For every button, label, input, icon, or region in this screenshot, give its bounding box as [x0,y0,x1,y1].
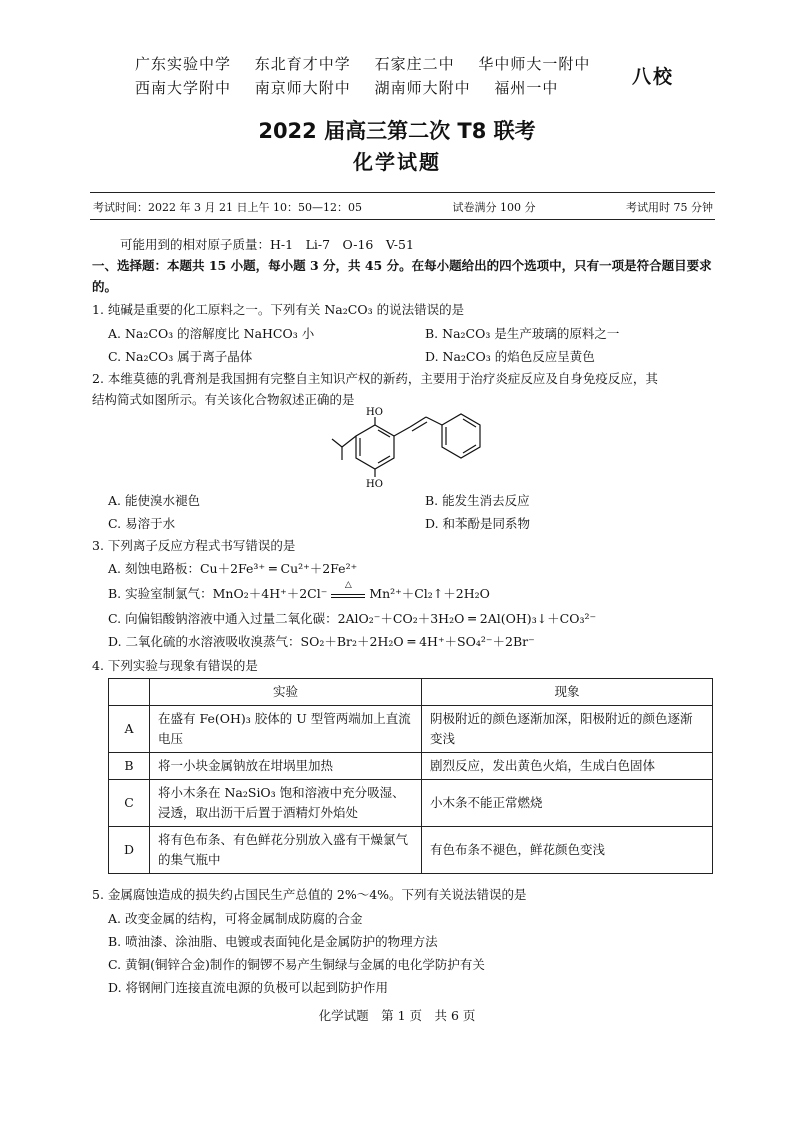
school-name: 石家庄二中 [374,55,455,73]
exam-info-line [93,199,713,215]
exam-full-score: 试卷满分 100 分 [452,201,536,214]
exam-time: 考试时间：2022 年 3 月 21 日上午 10：50—12：05 [93,201,362,214]
q2-option-a: A. 能使溴水褪色 [108,493,200,508]
school-name: 广东实验中学 [135,55,232,73]
row-experiment: 将一小块金属钠放在坩埚里加热 [150,753,422,780]
question-2-stem-line2: 结构简式如图所示。有关该化合物叙述正确的是 [92,392,355,407]
q1-option-c: C. Na₂CO₃ 属于离子晶体 [108,349,253,364]
benvitimod-structure [330,405,500,490]
table-header-experiment: 实验 [150,679,422,706]
school-row-1 [135,52,608,76]
q5-option-c: C. 黄铜(铜锌合金)制作的铜锣不易产生铜绿与金属的电化学防护有关 [108,957,485,972]
table-header-blank [109,679,150,706]
q3-option-c: C. 向偏铝酸钠溶液中通入过量二氧化碳：2AlO₂⁻＋CO₂＋3H₂O ═ 2Al(OH)₃↓＋CO₃²⁻ [108,611,597,626]
subject-title: 化学试题 [353,150,441,174]
question-4-stem: 4. 下列实验与现象有错误的是 [92,658,258,673]
school-name: 华中师大一附中 [478,55,591,73]
row-label: D [109,827,150,874]
hydroxyl-label: HO [366,479,383,490]
q5-option-b: B. 喷油漆、涂油脂、电镀或表面钝化是金属防护的物理方法 [108,934,438,949]
q3-option-d: D. 二氧化硫的水溶液吸收溴蒸气：SO₂＋Br₂＋2H₂O ═ 4H⁺＋SO₄²⁻＋2Br⁻ [108,634,535,649]
question-1-stem: 1. 纯碱是重要的化工原料之一。下列有关 Na₂CO₃ 的说法错误的是 [92,302,465,317]
school-row-2 [135,76,608,100]
heat-condition: △ [344,579,352,590]
row-label: A [109,706,150,753]
q2-option-b: B. 能发生消去反应 [425,493,530,508]
question-3-stem: 3. 下列离子反应方程式书写错误的是 [92,538,296,553]
q3-option-b [108,579,490,602]
school-name: 福州一中 [494,79,559,97]
experiment-table [108,678,713,874]
divider-top [90,192,715,193]
heating-arrow [331,579,365,598]
school-list [135,52,608,100]
row-phenomenon: 剧烈反应，发出黄色火焰，生成白色固体 [422,753,713,780]
q2-option-d: D. 和苯酚是同系物 [425,516,531,531]
q3-b-reactants: B. 实验室制氯气：MnO₂＋4H⁺＋2Cl⁻ [108,586,328,601]
q3-option-a: A. 刻蚀电路板：Cu＋2Fe³⁺ ═ Cu²⁺＋2Fe²⁺ [108,561,358,576]
table-row [109,780,713,827]
atomic-masses: 可能用到的相对原子质量：H-1 Li-7 O-16 V-51 [120,237,414,252]
row-label: B [109,753,150,780]
table-header-phenomenon: 现象 [422,679,713,706]
page-footer: 化学试题 第 1 页 共 6 页 [318,1008,476,1023]
table-header-row [109,679,713,706]
eight-schools-badge: 八校 [632,66,675,88]
section-heading: 一、选择题：本题共 15 小题，每小题 3 分，共 45 分。在每小题给出的四个选项中，只有一项是符合题目要求的。 [92,258,712,294]
q2-option-c: C. 易溶于水 [108,516,176,531]
exam-title: 2022 届高三第二次 T8 联考 [258,119,536,143]
row-label: C [109,780,150,827]
q1-option-a: A. Na₂CO₃ 的溶解度比 NaHCO₃ 小 [108,326,315,341]
exam-duration: 考试用时 75 分钟 [626,201,713,214]
divider-bottom [90,219,715,220]
q1-option-d: D. Na₂CO₃ 的焰色反应呈黄色 [425,349,595,364]
row-experiment: 将小木条在 Na₂SiO₃ 饱和溶液中充分吸湿、浸透，取出沥干后置于酒精灯外焰处 [150,780,422,827]
table-row [109,706,713,753]
question-2-stem-line1: 2. 本维莫德的乳膏剂是我国拥有完整自主知识产权的新药，主要用于治疗炎症反应及自身免疫反应，其 [92,371,658,386]
table-row [109,827,713,874]
row-experiment: 在盛有 Fe(OH)₃ 胶体的 U 型管两端加上直流电压 [150,706,422,753]
school-name: 西南大学附中 [135,79,232,97]
school-name: 东北育才中学 [254,55,351,73]
row-experiment: 将有色布条、有色鲜花分别放入盛有干燥氯气的集气瓶中 [150,827,422,874]
q3-b-products: Mn²⁺＋Cl₂↑＋2H₂O [369,586,490,601]
row-phenomenon: 阴极附近的颜色逐渐加深，阳极附近的颜色逐渐变浅 [422,706,713,753]
table-row [109,753,713,780]
school-name: 南京师大附中 [254,79,351,97]
row-phenomenon: 有色布条不褪色，鲜花颜色变浅 [422,827,713,874]
q5-option-a: A. 改变金属的结构，可将金属制成防腐的合金 [108,911,363,926]
row-phenomenon: 小木条不能正常燃烧 [422,780,713,827]
school-name: 湖南师大附中 [374,79,471,97]
q5-option-d: D. 将钢闸门连接直流电源的负极可以起到防护作用 [108,980,389,995]
question-5-stem: 5. 金属腐蚀造成的损失约占国民生产总值的 2%～4%。下列有关说法错误的是 [92,887,527,902]
hydroxyl-label: HO [366,407,383,418]
q1-option-b: B. Na₂CO₃ 是生产玻璃的原料之一 [425,326,620,341]
